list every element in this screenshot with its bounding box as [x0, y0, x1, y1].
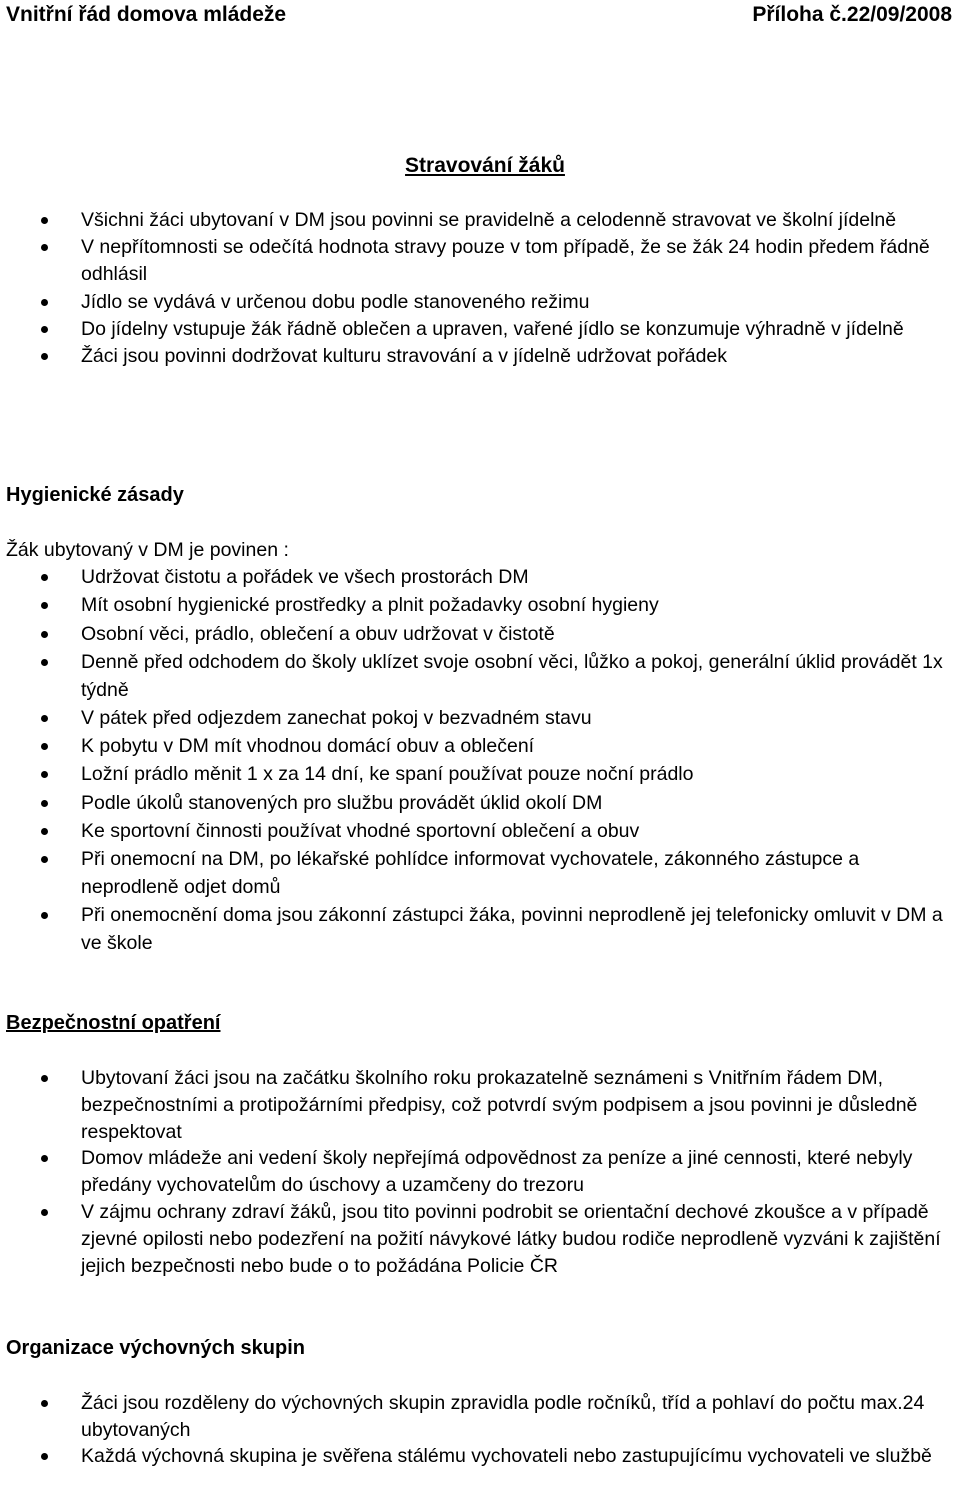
list-hygiena	[0, 564, 946, 958]
section-heading-skupiny: Organizace výchovných skupin	[6, 1337, 305, 1359]
list-item: Denně před odchodem do školy uklízet svoje osobní věci, lůžko a pokoj, generální úklid provádět 1x týdně	[0, 649, 946, 704]
list-item: Při onemocní na DM, po lékařské pohlídce informovat vychovatele, zákonného zástupce a neprodleně odjet domů	[0, 846, 946, 901]
section-intro-hygiena: Žák ubytovaný v DM je povinen :	[6, 539, 289, 561]
section-heading-stravovani: Stravování žáků	[405, 154, 565, 177]
list-item: Udržovat čistotu a pořádek ve všech prostorách DM	[0, 564, 946, 592]
page-header	[6, 2, 952, 30]
list-item: Každá výchovná skupina je svěřena stálému vychovateli nebo zastupujícímu vychovateli ve službě	[0, 1443, 946, 1470]
list-item: Osobní věci, prádlo, oblečení a obuv udržovat v čistotě	[0, 621, 946, 649]
list-item: Ke sportovní činnosti používat vhodné sportovní oblečení a obuv	[0, 818, 946, 846]
list-bezpecnost	[0, 1065, 946, 1279]
section-heading-hygiena: Hygienické zásady	[6, 484, 184, 506]
document-title: Vnitřní řád domova mládeže	[6, 3, 287, 26]
section-heading-bezpecnost: Bezpečnostní opatření	[6, 1012, 221, 1034]
list-item: Při onemocnění doma jsou zákonní zástupci žáka, povinni neprodleně jej telefonicky omluvit v DM a ve škole	[0, 902, 946, 957]
list-item: Žáci jsou povinni dodržovat kulturu stravování a v jídelně udržovat pořádek	[0, 343, 946, 370]
list-item: K pobytu v DM mít vhodnou domácí obuv a oblečení	[0, 733, 946, 761]
list-item: Všichni žáci ubytovaní v DM jsou povinni se pravidelně a celodenně stravovat ve školní jídelně	[0, 207, 946, 234]
list-item: Ložní prádlo měnit 1 x za 14 dní, ke spaní používat pouze noční prádlo	[0, 761, 946, 789]
list-item: V zájmu ochrany zdraví žáků, jsou tito povinni podrobit se orientační dechové zkoušce a v případě zjevné opilosti nebo podezření na požití návykové látky budou rodiče neprodleně vyzváni k zajištění jejich bezpečnosti nebo bude o to požádána Policie ČR	[0, 1199, 946, 1279]
list-item: Do jídelny vstupuje žák řádně oblečen a upraven, vařené jídlo se konzumuje výhradně v jídelně	[0, 316, 946, 343]
list-item: Žáci jsou rozděleny do výchovných skupin zpravidla podle ročníků, tříd a pohlaví do počtu max.24 ubytovaných	[0, 1390, 946, 1443]
list-item: Ubytovaní žáci jsou na začátku školního roku prokazatelně seznámeni s Vnitřním řádem DM, bezpečnostními a protipožárními předpisy, což potvrdí svým podpisem a jsou povinni je důsledně respektovat	[0, 1065, 946, 1145]
list-item: V pátek před odjezdem zanechat pokoj v bezvadném stavu	[0, 705, 946, 733]
list-item: Mít osobní hygienické prostředky a plnit požadavky osobní hygieny	[0, 592, 946, 620]
list-item: Domov mládeže ani vedení školy nepřejímá odpovědnost za peníze a jiné cennosti, které nebyly předány vychovatelům do úschovy a uzamčeny do trezoru	[0, 1145, 946, 1199]
list-stravovani	[0, 207, 946, 370]
list-skupiny	[0, 1390, 946, 1470]
attachment-number: Příloha č.22/09/2008	[752, 3, 952, 26]
list-item: Podle úkolů stanovených pro službu provádět úklid okolí DM	[0, 790, 946, 818]
list-item: Jídlo se vydává v určenou dobu podle stanoveného režimu	[0, 289, 946, 316]
list-item: V nepřítomnosti se odečítá hodnota stravy pouze v tom případě, že se žák 24 hodin předem řádně odhlásil	[0, 234, 946, 288]
